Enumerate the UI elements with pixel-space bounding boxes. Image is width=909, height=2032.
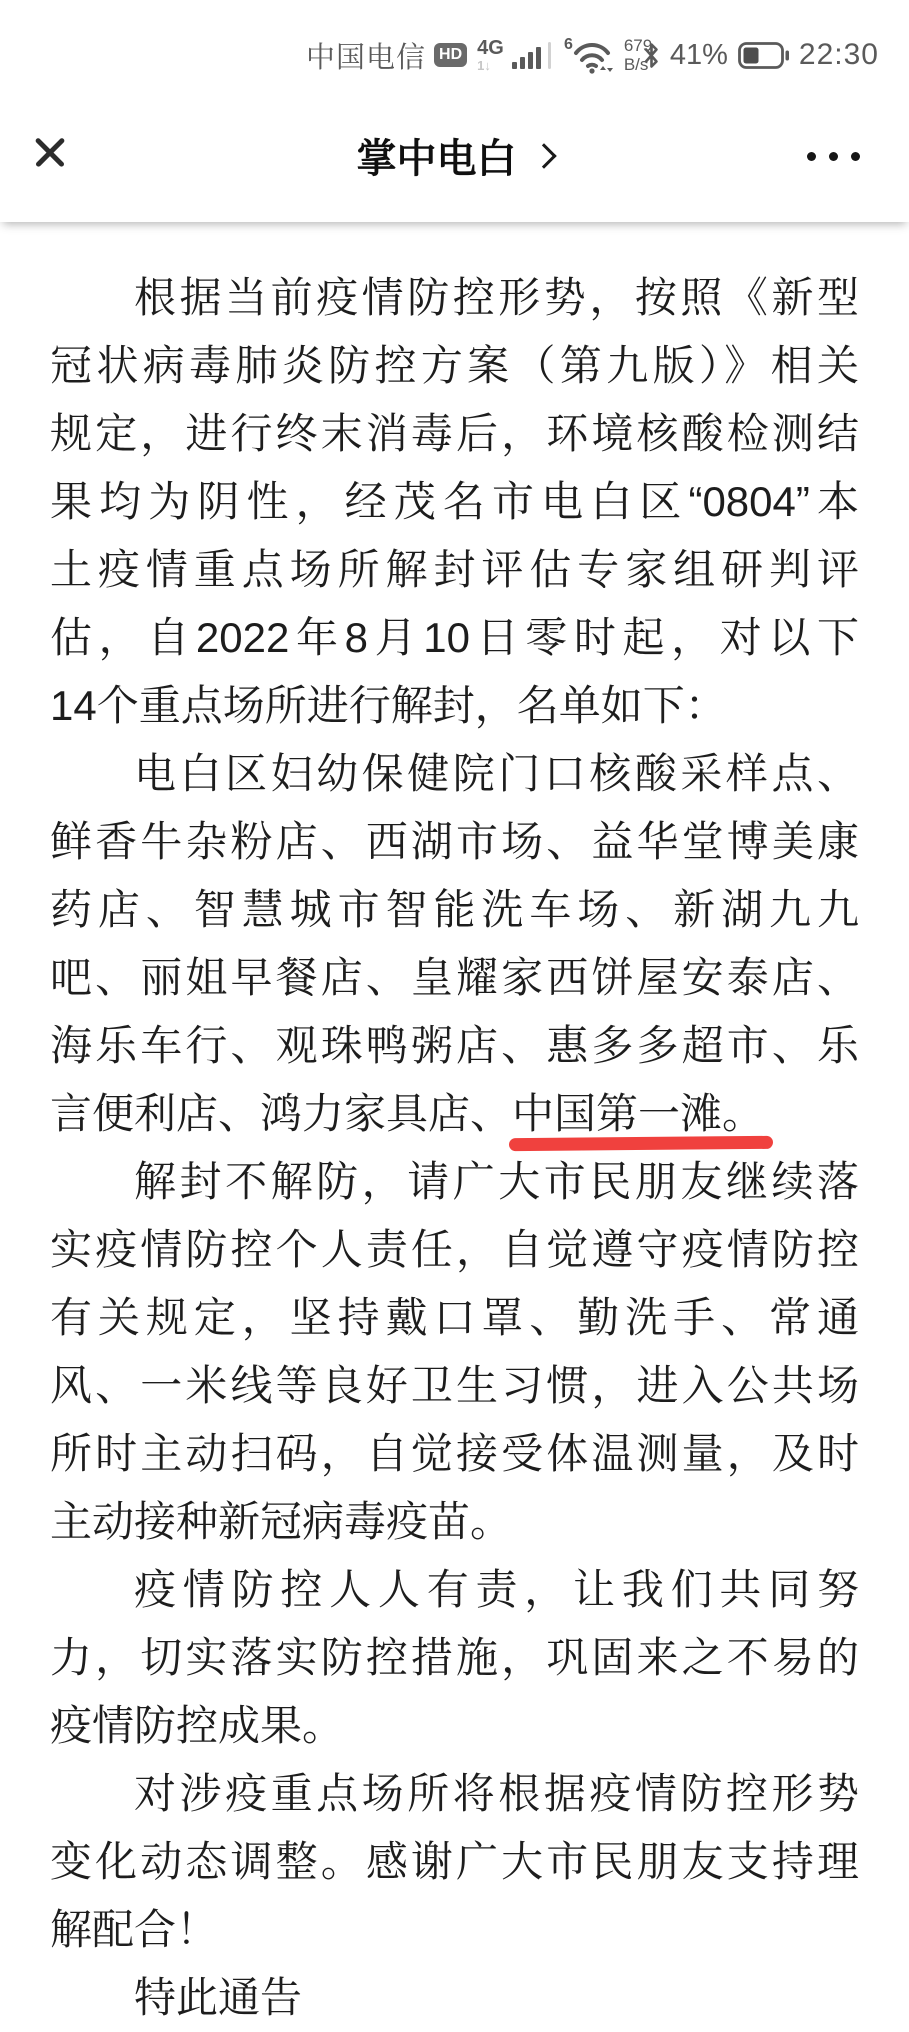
article: [50, 264, 859, 2032]
article-line: 海乐车行、观珠鸭粥店、惠多多超市、乐: [50, 1022, 859, 1069]
hd-badge: HD: [434, 43, 467, 67]
article-line: 药店、智慧城市智能洗车场、新湖九九: [50, 886, 859, 933]
article-line: 根据当前疫情防控形势，按照《新型: [134, 274, 859, 321]
article-line: 土疫情重点场所解封评估专家组研判评: [50, 546, 859, 593]
article-line: 言便利店、鸿力家具店、中国第一滩。: [50, 1090, 765, 1137]
article-line: 14个重点场所进行解封，名单如下：: [50, 682, 727, 729]
page-title: 掌中电白: [356, 136, 517, 181]
more-menu-icon: [807, 152, 816, 161]
chevron-right-icon: [531, 143, 556, 168]
article-line: 对涉疫重点场所将根据疫情防控形势: [134, 1770, 859, 1817]
article-line: 疫情防控成果。: [50, 1702, 345, 1749]
article-line: 冠状病毒肺炎防控方案（第九版）》相关: [50, 342, 859, 389]
article-line: 吧、丽姐早餐店、皇耀家西饼屋安泰店、: [50, 954, 859, 1001]
article-line: 估，自2022年8月10日零时起，对以下: [50, 614, 859, 661]
status-bar: [0, 30, 909, 80]
signal-bars-icon: [512, 40, 556, 70]
article-line: 所时主动扫码，自觉接受体温测量，及时: [50, 1430, 859, 1477]
article-line: 主动接种新冠病毒疫苗。: [50, 1498, 513, 1545]
network-sub-indicator: 1↓: [477, 58, 491, 73]
article-line: 电白区妇幼保健院门口核酸采样点、: [134, 750, 859, 797]
article-paragraph: [50, 264, 859, 740]
wifi-6-icon: [564, 36, 616, 74]
article-line: 鲜香牛杂粉店、西湖市场、益华堂博美康: [50, 818, 859, 865]
article-line: 风、一米线等良好卫生习惯，进入公共场: [50, 1362, 859, 1409]
battery-icon: [738, 42, 789, 69]
nav-bar: [0, 88, 909, 222]
article-line: 疫情防控人人有责，让我们共同努: [134, 1566, 859, 1613]
article-line: 解封不解防，请广大市民朋友继续落: [134, 1158, 859, 1205]
status-bar-right: [643, 30, 879, 80]
article-line: 果均为阴性，经茂名市电白区“0804”本: [50, 478, 859, 525]
clock-time: 22:30: [798, 38, 879, 71]
red-underline-highlight: 中国第一滩。: [512, 1090, 765, 1137]
article-line: 有关规定，坚持戴口罩、勤洗手、常通: [50, 1294, 859, 1341]
article-paragraph: [50, 1760, 859, 1964]
article-line: 变化动态调整。感谢广大市民朋友支持理: [50, 1838, 859, 1885]
top-bar: [0, 0, 909, 222]
article-line: 实疫情防控个人责任，自觉遵守疫情防控: [50, 1226, 859, 1273]
carrier-name: 中国电信: [306, 41, 427, 74]
bluetooth-icon: [643, 41, 660, 70]
article-line: 力，切实落实防控措施，巩固来之不易的: [50, 1634, 859, 1681]
article-line: 规定，进行终末消毒后，环境核酸检测结: [50, 410, 859, 457]
article-line: 解配合！: [50, 1906, 219, 1953]
page-title-link[interactable]: [0, 88, 909, 222]
article-paragraph: [50, 740, 859, 1148]
status-bar-left: [306, 30, 652, 80]
more-menu-button[interactable]: [803, 148, 864, 165]
battery-percent: 41%: [669, 38, 728, 71]
network-type: 4G 1↓: [477, 37, 504, 73]
article-paragraph: [50, 1148, 859, 1556]
article-paragraph: [50, 1964, 859, 2032]
svg-text:6: 6: [563, 36, 573, 53]
network-speed: 679 B/s: [623, 36, 653, 74]
article-line: 特此通告: [134, 1974, 303, 2021]
article-paragraph: [50, 1556, 859, 1760]
